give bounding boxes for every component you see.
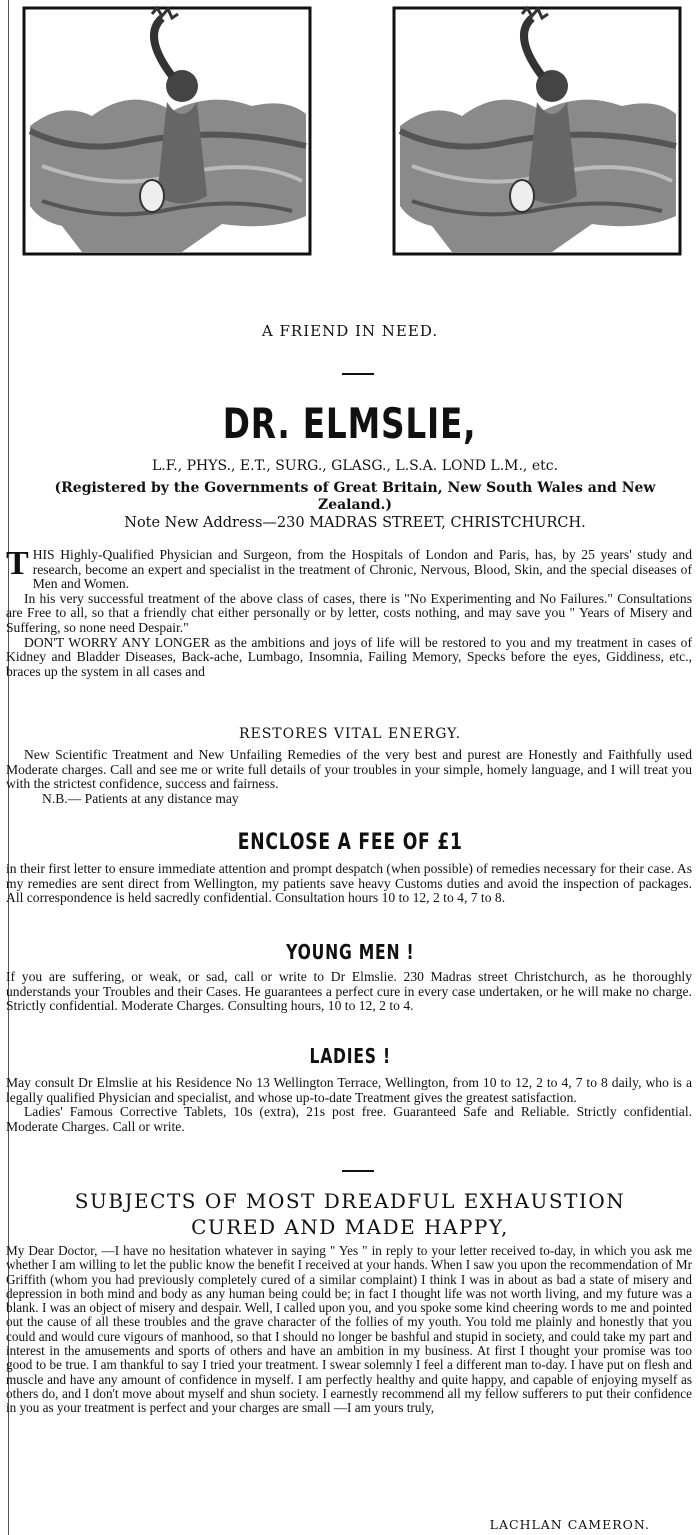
divider-dash [342, 373, 374, 375]
registered-note: (Registered by the Governments of Great Britain, New South Wales and New Zealand.) [54, 480, 656, 513]
friend-in-need-line: A FRIEND IN NEED. [261, 322, 439, 340]
testimonial-letter: My Dear Doctor, —I have no hesitation whatever in saying " Yes " in reply to your letter received to-day, in which you ask me whether I am willing to let the public know the benefit I received at your hands. When I saw you upon the recommendation of Mr Griffith (whom you had previously completely cured of a similar complaint) I think I was in about as bad a state of misery and depression in both mind and body as any human being could be; in fact I thought life was not worth living, and my future was a blank. I was an object of misery and despair. Well, I called upon you, and you spoke some kind cheering words to me and pointed out the cause of all these troubles and the grave character of the follies of my youth. You told me plainly and honestly that you could and would cure vigours of manhood, so that I should no longer be bashful and stupid in society, and could take my part and interest in the amusements and sports of others and have an ambition in my business. At first I thought your promise was too good to be true. I am thankful to say I tried your treatment. I swear solemnly I feel a different man to-day. I have put on flesh and muscle and have any amount of confidence in myself. I am perfectly healthy and quite happy, and capable of enjoying myself as others do, and I don't move about myself and shun society. I earnestly recommend all my fellow sufferers to put their confidence in you as your treatment is perfect and your charges are small —I am yours truly, [6, 1243, 692, 1416]
drop-cap: T [6, 545, 29, 582]
ladies-paragraph: May consult Dr Elmslie at his Residence No 13 Wellington Terrace, Wellington, from 10 to 12, 2 to 4, 7 to 8 daily, who is a legally qualified Physician and specialist, and whose up-to-date Treatment gives the greatest satisfaction. [6, 1075, 692, 1105]
restores-heading: RESTORES VITAL ENERGY. [238, 726, 462, 742]
nb-line: N.B.— Patients at any distance may [42, 790, 239, 806]
intro-paragraph-1: HIS Highly-Qualified Physician and Surgeon, from the Hospitals of London and Paris, has, by 25 years' study and research, become an expert and specialist in the treatment of Chronic, Nervous, Blood, Skin, and the special diseases of Men and Women. [32, 547, 692, 592]
fee-heading-wrap [0, 830, 700, 856]
restores-paragraph: New Scientific Treatment and New Unfailing Remedies of the very best and purest are Honestly and Faithfully used Moderate charges. Call and see me or write full details of your troubles in your simple, homely language, and I will treat you with the strictest confidence, success and fairness. [6, 747, 692, 792]
restores-section [6, 748, 692, 806]
ladies-heading-wrap [0, 1044, 700, 1068]
ladies-tablets: Ladies' Famous Corrective Tablets, 10s (extra), 21s post free. Guaranteed Safe and Reliable. Strictly confidential. Moderate Charges. Call or write. [6, 1104, 692, 1134]
young-men-paragraph: If you are suffering, or weak, or sad, call or write to Dr Elmslie. 230 Madras street Christchurch, as he thoroughly understands your Troubles and their Cases. He guarantees a perfect cure in every case undertaken, or he will make no charge. Strictly confidential. Moderate Charges. Consulting hours, 10 to 12, 2 to 4. [6, 969, 692, 1014]
doctor-name: DR. ELMSLIE, [223, 399, 477, 448]
credentials-line: L.F., PHYS., E.T., SURG., GLASG., L.S.A. LOND L.M., etc. [151, 458, 559, 474]
doctor-name-wrap [0, 400, 700, 448]
intro-section [6, 545, 692, 679]
testimonial-heading-1: SUBJECTS OF MOST DREADFUL EXHAUSTION [74, 1189, 626, 1213]
intro-paragraph-2: In his very successful treatment of the above class of cases, there is "No Experimenting and No Failures." Consultations are Free to all, so that a friendly chat either personally or by letter, costs nothing, and may save you " Years of Misery and Suffering, so none need Despair." [6, 590, 692, 635]
woman-illustration-right [392, 6, 682, 256]
ladies-section [6, 1076, 692, 1134]
fee-heading: ENCLOSE A FEE OF £1 [237, 830, 463, 855]
woman-illustration-left [22, 6, 312, 256]
young-men-heading-wrap [0, 940, 700, 964]
testimonial-heading-2: CURED AND MADE HAPPY, [191, 1215, 509, 1239]
testimonial-signature: LACHLAN CAMERON. [489, 1517, 650, 1532]
address-line: Note New Address—230 MADRAS STREET, CHRISTCHURCH. [124, 515, 586, 531]
intro-paragraph-3: DON'T WORRY ANY LONGER as the ambitions and joys of life will be restored to you and my treatment in cases of Kidney and Bladder Diseases, Back-ache, Lumbago, Insomnia, Failing Memory, Specks before the eyes, Giddiness, etc., braces up the system in all cases and [6, 634, 692, 679]
young-men-heading: YOUNG MEN ! [285, 940, 415, 964]
fee-paragraph: in their first letter to ensure immediate attention and prompt despatch (when possible) of remedies necessary for their case. As my remedies are sent direct from Wellington, my patients save heavy Customs duties and avoid the inspection of packages. All correspondence is held sacredly confidential. Consultation hours 10 to 12, 2 to 4, 7 to 8. [6, 861, 692, 906]
divider-dash-2 [342, 1170, 374, 1172]
ladies-heading: LADIES ! [309, 1044, 391, 1068]
